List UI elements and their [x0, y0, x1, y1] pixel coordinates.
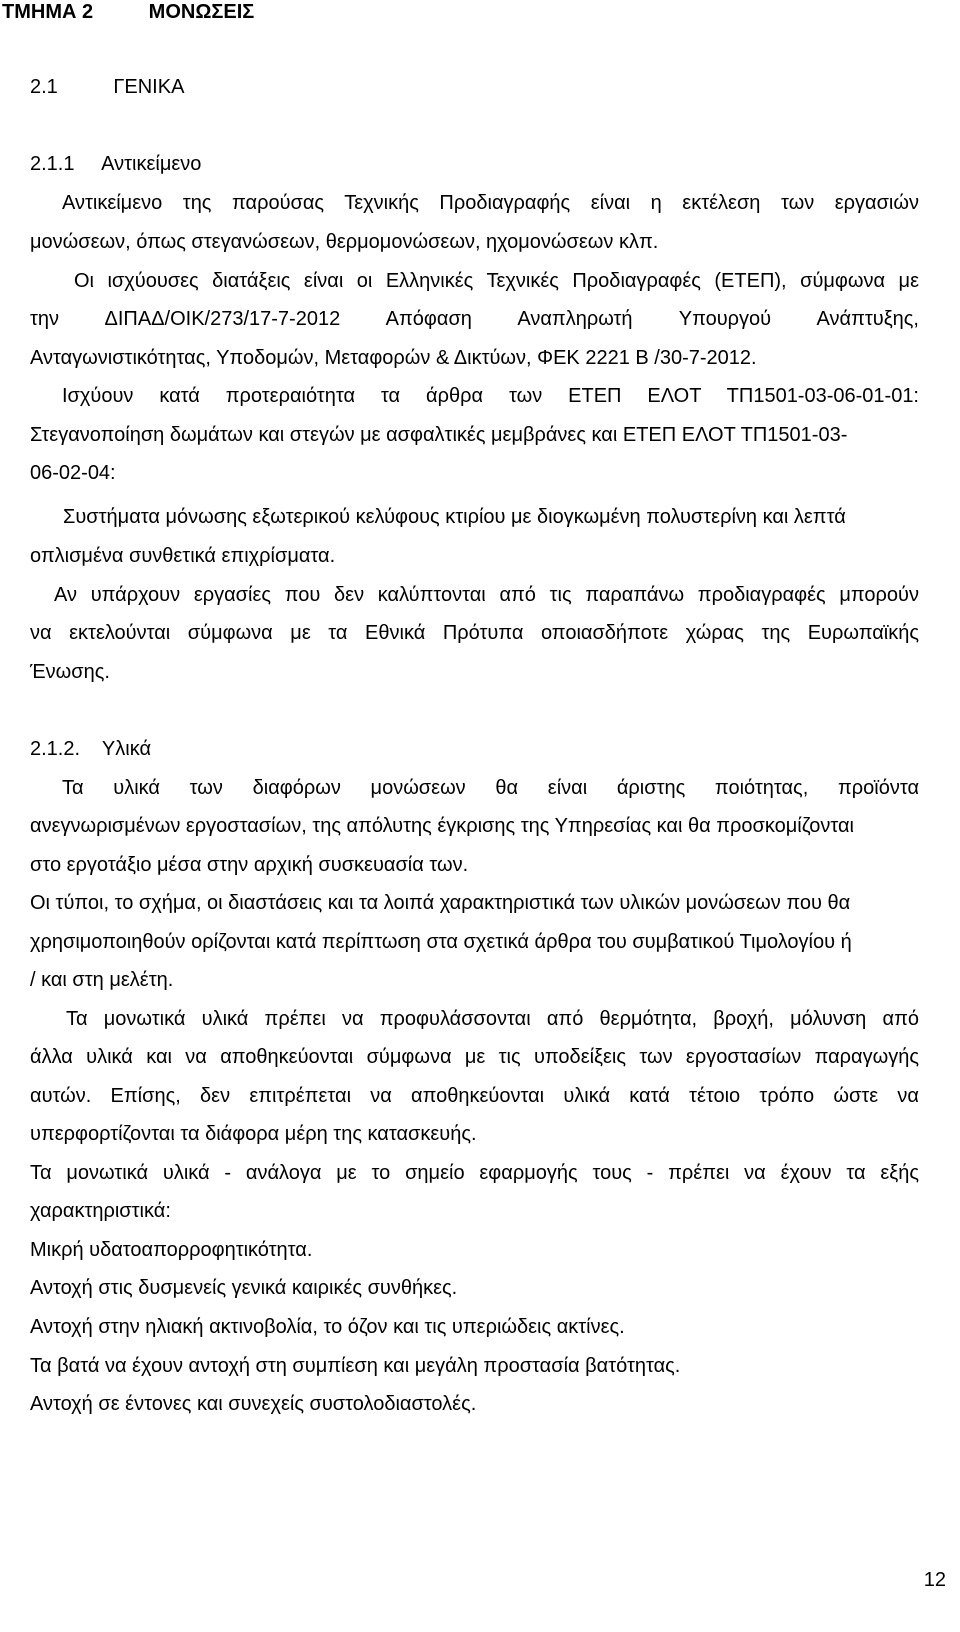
paragraph-line: Αν υπάρχουν εργασίες που δεν καλύπτονται από τις παραπάνω προδιαγραφές μπορούν [54, 584, 919, 606]
paragraph-line: 06-02-04: [30, 462, 116, 484]
paragraph-line: Τα μονωτικά υλικά πρέπει να προφυλάσσονται από θερμότητα, βροχή, μόλυνση από [66, 1008, 919, 1030]
paragraph-line: Συστήματα μόνωσης εξωτερικού κελύφους κτιρίου με διογκωμένη πολυστερίνη και λεπτά [63, 506, 846, 528]
paragraph-line: Αντοχή σε έντονες και συνεχείς συστολοδιαστολές. [30, 1393, 477, 1415]
paragraph-line: χαρακτηριστικά: [30, 1200, 171, 1222]
paragraph-line: την ΔΙΠΑΔ/ΟΙΚ/273/17-7-2012 Απόφαση Αναπληρωτή Υπουργού Ανάπτυξης, [30, 308, 919, 330]
paragraph-line: Αντοχή στην ηλιακή ακτινοβολία, το όζον και τις υπεριώδεις ακτίνες. [30, 1316, 625, 1338]
heading-2-1: 2.1 ΓΕΝΙΚΑ [30, 76, 185, 98]
paragraph-line: Αντικείμενο της παρούσας Τεχνικής Προδιαγραφής είναι η εκτέλεση των εργασιών [62, 192, 919, 214]
paragraph-line: Ένωσης. [30, 661, 110, 683]
paragraph-line: στο εργοτάξιο μέσα στην αρχική συσκευασία των. [30, 854, 469, 876]
paragraph-line: Στεγανοποίηση δωμάτων και στεγών με ασφαλτικές μεμβράνες και ΕΤΕΠ ΕΛΟΤ ΤΠ1501-03- [30, 424, 848, 446]
paragraph-line: Τα βατά να έχουν αντοχή στη συμπίεση και μεγάλη προστασία βατότητας. [30, 1355, 681, 1377]
paragraph-line: Ανταγωνιστικότητας, Υποδομών, Μεταφορών & Δικτύων, ΦΕΚ 2221 Β /30-7-2012. [30, 347, 757, 369]
paragraph-line: / και στη μελέτη. [30, 969, 174, 991]
section-heading: ΤΜΗΜΑ 2 ΜΟΝΩΣΕΙΣ [2, 1, 255, 23]
paragraph-line: ανεγνωρισμένων εργοστασίων, της απόλυτης έγκρισης της Υπηρεσίας και θα προσκομίζονται [30, 815, 854, 837]
heading-2-1-1: 2.1.1 Αντικείμενο [30, 153, 202, 175]
paragraph-line: Μικρή υδατοαπορροφητικότητα. [30, 1239, 313, 1261]
heading-2-1-2: 2.1.2. Υλικά [30, 738, 152, 760]
paragraph-line: αυτών. Επίσης, δεν επιτρέπεται να αποθηκεύονται υλικά κατά τέτοιο τρόπο ώστε να [30, 1085, 919, 1107]
paragraph-line: άλλα υλικά και να αποθηκεύονται σύμφωνα με τις υποδείξεις των εργοστασίων παραγωγής [30, 1046, 919, 1068]
paragraph-line: υπερφορτίζονται τα διάφορα μέρη της κατασκευής. [30, 1123, 477, 1145]
paragraph-line: οπλισμένα συνθετικά επιχρίσματα. [30, 545, 336, 567]
paragraph-line: Αντοχή στις δυσμενείς γενικά καιρικές συνθήκες. [30, 1277, 458, 1299]
paragraph-line: Οι ισχύουσες διατάξεις είναι οι Ελληνικές Τεχνικές Προδιαγραφές (ΕΤΕΠ), σύμφωνα με [74, 270, 919, 292]
paragraph-line: χρησιμοποιηθούν ορίζονται κατά περίπτωση στα σχετικά άρθρα του συμβατικού Τιμολογίου ή [30, 931, 852, 953]
paragraph-line: να εκτελούνται σύμφωνα με τα Εθνικά Πρότυπα οποιασδήποτε χώρας της Ευρωπαϊκής [30, 622, 919, 644]
paragraph-line: μονώσεων, όπως στεγανώσεων, θερμομονώσεων, ηχομονώσεων κλπ. [30, 231, 659, 253]
page-number: 12 [923, 1569, 946, 1591]
paragraph-line: Ισχύουν κατά προτεραιότητα τα άρθρα των ΕΤΕΠ ΕΛΟΤ ΤΠ1501-03-06-01-01: [62, 385, 919, 407]
paragraph-line: Τα υλικά των διαφόρων μονώσεων θα είναι άριστης ποιότητας, προϊόντα [62, 777, 919, 799]
paragraph-line: Τα μονωτικά υλικά - ανάλογα με το σημείο εφαρμογής τους - πρέπει να έχουν τα εξής [30, 1162, 919, 1184]
paragraph-line: Οι τύποι, το σχήμα, οι διαστάσεις και τα λοιπά χαρακτηριστικά των υλικών μονώσεων που θα [30, 892, 851, 914]
